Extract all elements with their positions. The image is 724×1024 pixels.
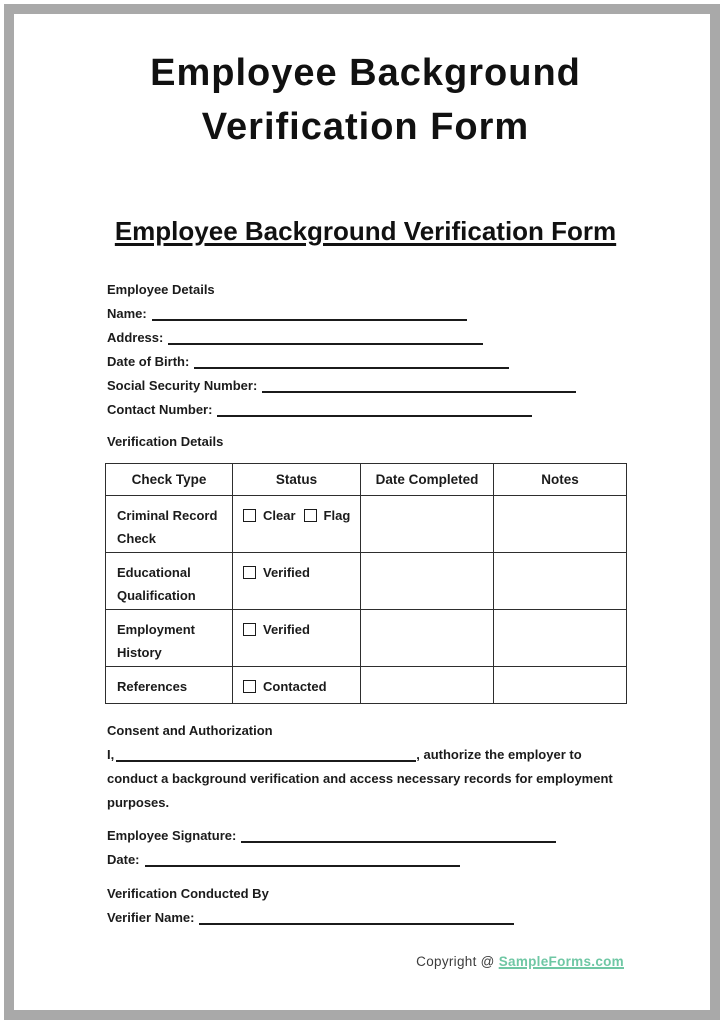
date-of-birth-label: Date of Birth: bbox=[107, 354, 190, 369]
document-title: Employee Background Verification Form bbox=[150, 52, 581, 148]
check-type-cell: Employment History bbox=[106, 610, 233, 667]
address-label: Address: bbox=[107, 330, 164, 345]
address-blank-line[interactable] bbox=[168, 331, 483, 345]
status-option-clear bbox=[243, 508, 296, 523]
verification-table bbox=[105, 463, 627, 704]
check-type-cell: Criminal Record Check bbox=[106, 496, 233, 553]
checkbox-icon[interactable] bbox=[243, 680, 256, 693]
date-completed-cell bbox=[361, 553, 494, 610]
header-notes: Notes bbox=[494, 464, 627, 496]
date-completed-cell bbox=[361, 610, 494, 667]
header-date-completed: Date Completed bbox=[361, 464, 494, 496]
contact-number-blank-line[interactable] bbox=[217, 403, 532, 417]
ssn-field bbox=[107, 374, 624, 398]
ssn-blank-line[interactable] bbox=[262, 379, 576, 393]
status-cell bbox=[233, 496, 361, 553]
date-completed-cell bbox=[361, 496, 494, 553]
status-option-verified bbox=[243, 565, 310, 580]
header-status: Status bbox=[233, 464, 361, 496]
checkbox-icon[interactable] bbox=[304, 509, 317, 522]
checkbox-label: Verified bbox=[263, 565, 310, 580]
status-option-contacted bbox=[243, 679, 327, 694]
table-row-references bbox=[106, 667, 627, 704]
status-option-verified bbox=[243, 622, 310, 637]
signature-section bbox=[107, 824, 624, 872]
form-heading: Employee Background Verification Form bbox=[114, 216, 617, 246]
ssn-label: Social Security Number: bbox=[107, 378, 258, 393]
page-content bbox=[14, 14, 710, 971]
page-border bbox=[4, 4, 720, 1020]
employee-signature-label: Employee Signature: bbox=[107, 828, 237, 843]
checkbox-icon[interactable] bbox=[243, 509, 256, 522]
status-cell bbox=[233, 553, 361, 610]
table-row-employment-history bbox=[106, 610, 627, 667]
name-label: Name: bbox=[107, 306, 147, 321]
table-header-row bbox=[106, 464, 627, 496]
employee-signature-blank-line[interactable] bbox=[241, 829, 556, 843]
checkbox-label: Verified bbox=[263, 622, 310, 637]
checkbox-label: Flag bbox=[323, 508, 351, 523]
notes-cell bbox=[494, 553, 627, 610]
date-field bbox=[107, 848, 624, 872]
name-blank-line[interactable] bbox=[152, 307, 467, 321]
verification-details-title: Verification Details bbox=[107, 434, 224, 449]
date-of-birth-field bbox=[107, 350, 624, 374]
verifier-name-label: Verifier Name: bbox=[107, 910, 195, 925]
employee-details-title: Employee Details bbox=[107, 282, 215, 297]
consent-text-after: , authorize the employer to conduct a background verification and access necessary records for employment purposes. bbox=[107, 747, 613, 810]
consent-blank-line[interactable] bbox=[116, 748, 416, 762]
check-type-cell: References bbox=[106, 667, 233, 704]
checkbox-label: Clear bbox=[263, 508, 296, 523]
verifier-name-blank-line[interactable] bbox=[199, 911, 514, 925]
footer bbox=[107, 953, 624, 971]
header-check-type: Check Type bbox=[106, 464, 233, 496]
status-option-flag bbox=[304, 508, 351, 523]
notes-cell bbox=[494, 496, 627, 553]
verifier-name-field bbox=[107, 906, 624, 930]
date-completed-cell bbox=[361, 667, 494, 704]
date-blank-line[interactable] bbox=[145, 853, 460, 867]
date-label: Date: bbox=[107, 852, 140, 867]
status-cell bbox=[233, 610, 361, 667]
name-field bbox=[107, 302, 624, 326]
copyright-link[interactable]: SampleForms.com bbox=[498, 954, 624, 969]
consent-text bbox=[107, 743, 624, 815]
employee-details-section bbox=[107, 278, 624, 422]
checkbox-icon[interactable] bbox=[243, 623, 256, 636]
table-row-criminal-record bbox=[106, 496, 627, 553]
employee-signature-field bbox=[107, 824, 624, 848]
check-type-cell: Educational Qualification bbox=[106, 553, 233, 610]
copyright-text: Copyright @ bbox=[416, 954, 495, 969]
consent-section-title: Consent and Authorization bbox=[107, 723, 273, 738]
checkbox-label: Contacted bbox=[263, 679, 327, 694]
consent-text-before: I, bbox=[107, 747, 115, 762]
notes-cell bbox=[494, 667, 627, 704]
verifier-section-title: Verification Conducted By bbox=[107, 886, 269, 901]
contact-number-field bbox=[107, 398, 624, 422]
notes-cell bbox=[494, 610, 627, 667]
checkbox-icon[interactable] bbox=[243, 566, 256, 579]
date-of-birth-blank-line[interactable] bbox=[194, 355, 509, 369]
table-row-educational-qualification bbox=[106, 553, 627, 610]
contact-number-label: Contact Number: bbox=[107, 402, 213, 417]
address-field bbox=[107, 326, 624, 350]
status-cell bbox=[233, 667, 361, 704]
verifier-section bbox=[107, 882, 624, 930]
